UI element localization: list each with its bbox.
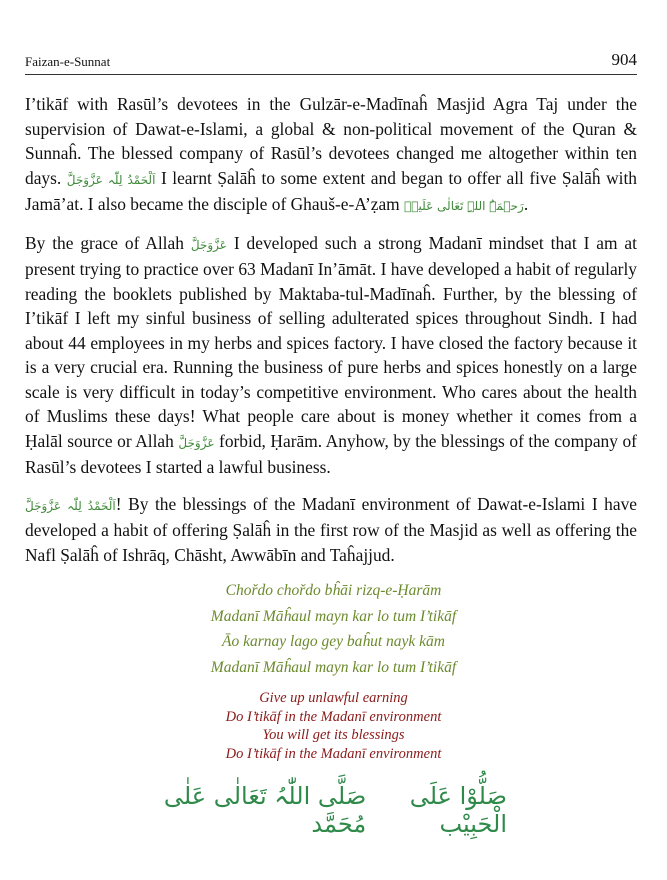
paragraph-1-text-c: . — [523, 194, 529, 214]
arabic-alhamdulillah-2: اَلْحَمْدُ لِلّٰہ عَزَّوَجَلَّ — [25, 498, 116, 513]
paragraph-3 — [25, 492, 637, 568]
poem-translation-line: Do I’tikāf in the Madanī environment — [225, 745, 442, 762]
poem-translation — [0, 689, 667, 763]
poem-line: Madanī Māĥaul mayn kar lo tum I’tikāf — [210, 658, 457, 676]
poem-line: Āo karnay lago gey baĥut nayk kām — [222, 633, 445, 650]
durood-right: صَلُّوْا عَلَی الْحَبِیْب — [409, 782, 507, 838]
paragraph-1-text-b: I learnt Ṣalāĥ to some extent and began to offer all five Ṣalāĥ with Jamā’at. I also became the disciple of Ghauš-e-A’ẓam — [25, 167, 637, 214]
durood-left: صَلَّی اللّٰہُ تَعَالٰی عَلٰی مُحَمَّد — [163, 782, 367, 838]
durood-calligraphy — [150, 782, 507, 838]
book-title: Faizan-e-Sunnat — [25, 54, 111, 69]
arabic-rahmatullah: رَحۡمَۃُ اللہِ تَعَالٰی عَلَیۡہ — [404, 199, 524, 213]
paragraph-3-text-a: ! By the blessings of the Madanī environment of Dawat-e-Islami I have developed a habit of offering Ṣalāĥ in the first row of the Masjid as well as offering the Nafl Ṣalāĥ of Ishrāq, Chāsht, Awwābīn and Taĥajjud. — [25, 493, 637, 565]
header-rule — [25, 74, 637, 75]
paragraph-2-text-c: forbid, Ḥarām. Anyhow, by the blessings of the company of Rasūl’s devotees I started a lawful business. — [25, 430, 637, 477]
paragraph-2 — [25, 231, 637, 480]
poem-translation-line: Do I’tikāf in the Madanī environment — [225, 708, 442, 725]
poem-translation-line: You will get its blessings — [262, 727, 405, 743]
poem-line: Madanī Māĥaul mayn kar lo tum I’tikāf — [210, 607, 457, 625]
page-header — [25, 52, 637, 72]
poem-translation-line: Give up unlawful earning — [259, 690, 408, 706]
arabic-azza-wa-jal-2: عَزَّوَجَلَّ — [178, 435, 215, 450]
paragraph-1-text-a: I’tikāf with Rasūl’s devotees in the Gulzār-e-Madīnaĥ Masjid Agra Taj under the supervision of Dawat-e-Islami, a global & non-political movement of the Quran & Sunnaĥ. The blessed company of Rasūl’s devotees changed me altogether within ten days. — [25, 94, 637, 188]
paragraph-1 — [25, 92, 637, 219]
arabic-azza-wa-jal: عَزَّوَجَلَّ — [190, 237, 227, 252]
arabic-alhamdulillah: اَلْحَمْدُ لِلّٰہ عَزَّوَجَلَّ — [66, 172, 156, 187]
paragraph-2-text-a: By the grace of Allah — [25, 232, 184, 253]
poem-line: Chořdo chořdo bĥāi rizq-e-Ḥarām — [225, 582, 442, 599]
poem-transliteration — [0, 578, 667, 680]
body-text — [25, 92, 637, 579]
page-number: 904 — [611, 50, 637, 69]
paragraph-2-text-b: I developed such a strong Madanī mindset that I am at present trying to practice over 63 Madanī In’āmāt. I have developed a habit of regularly reading the booklets published by Maktaba-tul-Madīnaĥ. Further, by the blessing of I’tikāf I left my sinful business of selling adulterated spices throughout Sindh. I had about 44 employees in my herbs and spices factory. I have closed the factory because it is a very crucial era. Running the business of pure herbs and spices honestly on a large scale is very difficult in today’s competitive environment. Who cares about the health of Muslims these days! What people care about is money whether it comes from a Ḥalāl source or Allah — [25, 232, 637, 451]
